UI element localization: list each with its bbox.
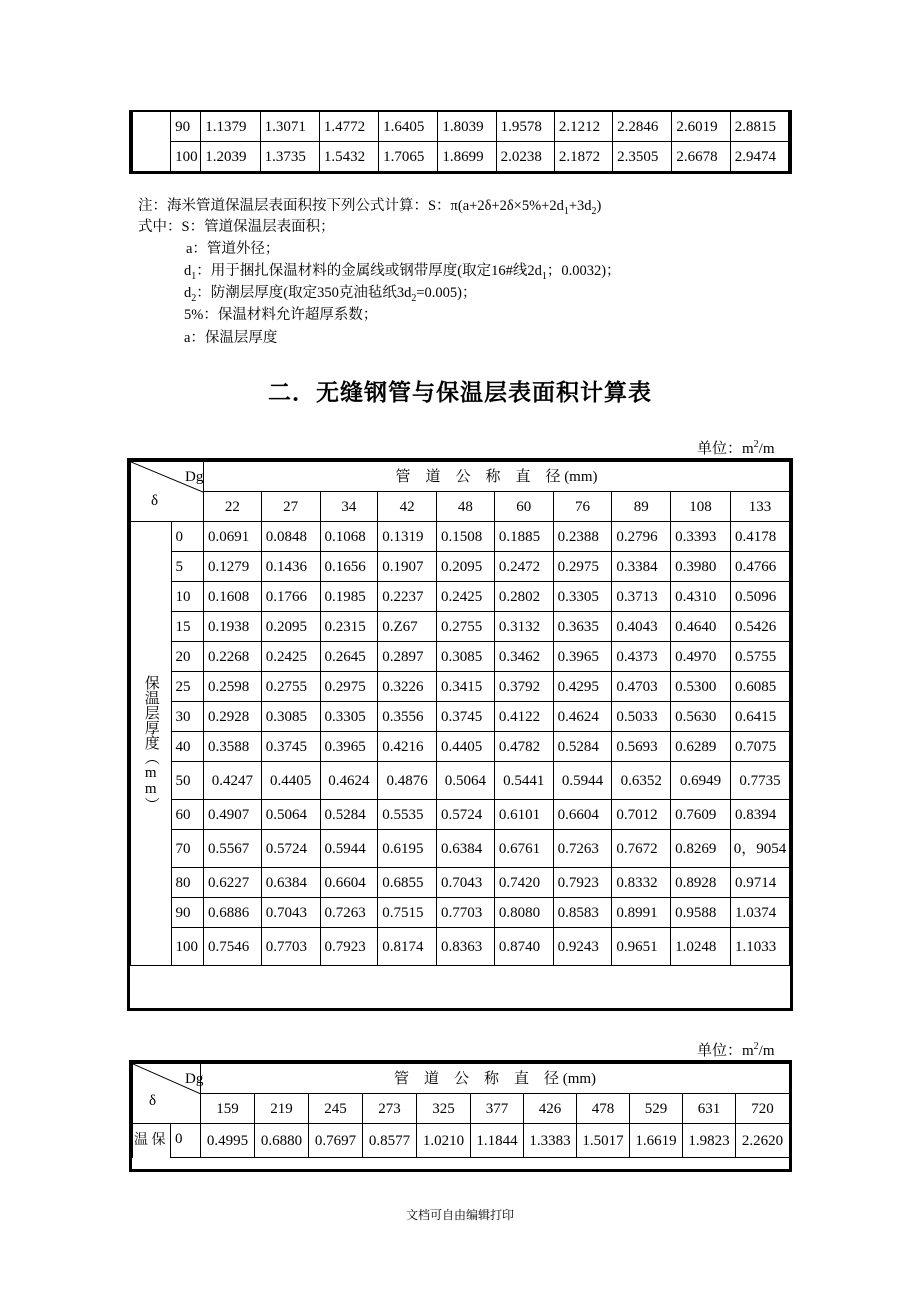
- value-cell: 1.5432: [319, 142, 378, 172]
- value-cell: 0.2928: [203, 702, 261, 732]
- value-cell: 1.8039: [438, 112, 496, 142]
- corner-dg-2: Dg: [185, 1071, 204, 1087]
- value-cell: 0，9054: [730, 830, 789, 868]
- value-cell: 0.7609: [671, 800, 731, 830]
- delta-cell: 90: [171, 112, 201, 142]
- value-cell: 0.8363: [437, 928, 495, 966]
- value-cell: 0.1766: [261, 582, 320, 612]
- note-5pct: 5%：保温材料允许超厚系数；: [184, 307, 378, 323]
- value-cell: 0.9651: [612, 928, 671, 966]
- value-cell: 0.3462: [494, 642, 553, 672]
- value-cell: 0.6415: [730, 702, 789, 732]
- value-cell: 0.6761: [494, 830, 553, 868]
- value-cell: 1.1844: [471, 1124, 524, 1158]
- value-cell: 0.6101: [494, 800, 553, 830]
- note-where: 式中：S：管道保温层表面积；: [138, 219, 335, 235]
- value-cell: 2.2846: [613, 112, 672, 142]
- value-cell: 0.4295: [553, 672, 612, 702]
- value-cell: 0.6195: [378, 830, 437, 868]
- value-cell: 0.1656: [320, 552, 378, 582]
- value-cell: 0.7043: [437, 868, 495, 898]
- value-cell: 0.7043: [261, 898, 320, 928]
- note-a: a：管道外径；: [186, 241, 280, 257]
- diameter-header: 159: [201, 1094, 255, 1124]
- value-cell: 0.5724: [261, 830, 320, 868]
- corner-cell-2: [133, 1064, 204, 1124]
- value-cell: 0.4876: [378, 762, 437, 800]
- diameter-header: 89: [612, 492, 671, 522]
- top-table-frame: [129, 110, 792, 174]
- value-cell: 0.7672: [612, 830, 671, 868]
- diameter-header: 529: [630, 1094, 683, 1124]
- value-cell: 0.4405: [437, 732, 495, 762]
- value-cell: 1.9578: [496, 112, 554, 142]
- delta-cell: 90: [171, 898, 203, 928]
- note-thickness: a：保温层厚度: [184, 330, 278, 346]
- value-cell: 0.5033: [612, 702, 671, 732]
- value-cell: 0.5064: [261, 800, 320, 830]
- value-cell: 0.5426: [730, 612, 789, 642]
- value-cell: 1.2039: [201, 142, 260, 172]
- value-cell: 0.7012: [612, 800, 671, 830]
- value-cell: 0.6604: [553, 800, 612, 830]
- value-cell: 0.2237: [378, 582, 437, 612]
- side-label: 保温层厚度（mm）: [142, 675, 159, 812]
- value-cell: 0.7923: [320, 928, 378, 966]
- value-cell: 0.3965: [320, 732, 378, 762]
- delta-cell: 15: [171, 612, 203, 642]
- second-table-frame: [129, 1060, 792, 1172]
- value-cell: 0.8928: [671, 868, 731, 898]
- value-cell: 0.6384: [437, 830, 495, 868]
- unit-label-2: 单位：$m^2/m$: [697, 1041, 775, 1059]
- value-cell: 0.3415: [437, 672, 495, 702]
- delta-cell: 5: [171, 552, 203, 582]
- value-cell: 0.7923: [553, 868, 612, 898]
- value-cell: 0.0848: [261, 522, 320, 552]
- table-row: [131, 928, 790, 966]
- value-cell: 0.7735: [730, 762, 789, 800]
- value-cell: 0.8577: [363, 1124, 417, 1158]
- table-row: [133, 1124, 790, 1158]
- delta-cell: 40: [171, 732, 203, 762]
- diameter-header: 60: [494, 492, 553, 522]
- value-cell: 2.0238: [496, 142, 554, 172]
- value-cell: 0.7546: [203, 928, 261, 966]
- corner-dg: Dg: [185, 469, 204, 485]
- side-label-cell: [133, 112, 171, 172]
- value-cell: 0.4907: [203, 800, 261, 830]
- value-cell: 0.1608: [203, 582, 261, 612]
- value-cell: 0.3635: [553, 612, 612, 642]
- delta-cell: 70: [171, 830, 203, 868]
- value-cell: 0.6949: [671, 762, 731, 800]
- value-cell: 0.2755: [261, 672, 320, 702]
- footer-text: 文档可自由编辑打印: [405, 1208, 514, 1222]
- diameter-header: 34: [320, 492, 378, 522]
- value-cell: 0.3588: [203, 732, 261, 762]
- diameter-header: 76: [553, 492, 612, 522]
- value-cell: 0.7263: [553, 830, 612, 868]
- diameter-header: 219: [255, 1094, 309, 1124]
- value-cell: 1.1033: [730, 928, 789, 966]
- diameter-header: 42: [378, 492, 437, 522]
- diameter-header: 478: [577, 1094, 630, 1124]
- value-cell: 0.7263: [320, 898, 378, 928]
- diameter-header: 108: [671, 492, 731, 522]
- value-cell: 2.9474: [730, 142, 788, 172]
- value-cell: 0.3745: [261, 732, 320, 762]
- table-row: [131, 800, 790, 830]
- value-cell: 0.2315: [320, 612, 378, 642]
- value-cell: 0.4178: [730, 522, 789, 552]
- value-cell: 0.7420: [494, 868, 553, 898]
- value-cell: 0.3980: [671, 552, 731, 582]
- value-cell: 0.3792: [494, 672, 553, 702]
- delta-cell: 60: [171, 800, 203, 830]
- value-cell: 0.4640: [671, 612, 731, 642]
- diameter-header: 27: [261, 492, 320, 522]
- value-cell: 0.4405: [261, 762, 320, 800]
- value-cell: 0.5944: [553, 762, 612, 800]
- unit-label: 单位：$m^2/m$: [697, 439, 775, 457]
- value-cell: 0.6880: [255, 1124, 309, 1158]
- value-cell: 0.5284: [553, 732, 612, 762]
- table-row: [133, 142, 789, 172]
- second-table: [132, 1063, 790, 1158]
- top-table: [132, 111, 789, 172]
- value-cell: 1.9823: [683, 1124, 736, 1158]
- value-cell: 0.4373: [612, 642, 671, 672]
- value-cell: 0.4624: [320, 762, 378, 800]
- value-cell: 0.3085: [261, 702, 320, 732]
- value-cell: 2.8815: [730, 112, 788, 142]
- value-cell: 0.2268: [203, 642, 261, 672]
- value-cell: 0.7075: [730, 732, 789, 762]
- corner-delta: δ: [151, 493, 159, 509]
- value-cell: 0.1885: [494, 522, 553, 552]
- value-cell: 0.5693: [612, 732, 671, 762]
- value-cell: 0.6352: [612, 762, 671, 800]
- value-cell: 0.4043: [612, 612, 671, 642]
- value-cell: 0.4995: [201, 1124, 255, 1158]
- table-row: [131, 762, 790, 800]
- corner-cell: [131, 462, 204, 522]
- diameter-header: 377: [471, 1094, 524, 1124]
- note-d1: $d_1$：用于捆扎保温材料的金属线或钢带厚度(取定16#线$2d_1$；0.0032)；: [184, 263, 621, 282]
- delta-cell: 80: [171, 868, 203, 898]
- table-row: [131, 642, 790, 672]
- value-cell: 0.3305: [553, 582, 612, 612]
- value-cell: 0.8080: [494, 898, 553, 928]
- value-cell: 0.8332: [612, 868, 671, 898]
- value-cell: 0.5064: [437, 762, 495, 800]
- value-cell: 0.5535: [378, 800, 437, 830]
- value-cell: 0.2897: [378, 642, 437, 672]
- value-cell: 0.6085: [730, 672, 789, 702]
- diameter-header: 273: [363, 1094, 417, 1124]
- value-cell: 0.2802: [494, 582, 553, 612]
- value-cell: 2.6678: [672, 142, 730, 172]
- delta-cell: 100: [171, 142, 201, 172]
- value-cell: 1.0374: [730, 898, 789, 928]
- value-cell: 0.8583: [553, 898, 612, 928]
- delta-cell: 30: [171, 702, 203, 732]
- value-cell: 0.1279: [203, 552, 261, 582]
- value-cell: 1.0248: [671, 928, 731, 966]
- value-cell: 0.1068: [320, 522, 378, 552]
- main-table: [130, 461, 790, 966]
- table-row: [131, 702, 790, 732]
- value-cell: 1.8699: [438, 142, 496, 172]
- table-row: [131, 898, 790, 928]
- diameter-header: 631: [683, 1094, 736, 1124]
- side-label-cell: [131, 522, 172, 966]
- value-cell: 0.1907: [378, 552, 437, 582]
- value-cell: 0.6886: [203, 898, 261, 928]
- value-cell: 1.6405: [379, 112, 438, 142]
- value-cell: 0.7697: [309, 1124, 363, 1158]
- value-cell: 0.7703: [437, 898, 495, 928]
- value-cell: 0.4970: [671, 642, 731, 672]
- value-cell: 0.2425: [261, 642, 320, 672]
- value-cell: 0.8174: [378, 928, 437, 966]
- value-cell: 0.1319: [378, 522, 437, 552]
- value-cell: 0.2095: [437, 552, 495, 582]
- value-cell: 0.5567: [203, 830, 261, 868]
- value-cell: 0.8269: [671, 830, 731, 868]
- value-cell: 0.6384: [261, 868, 320, 898]
- value-cell: 0.3132: [494, 612, 553, 642]
- diameter-header: 22: [203, 492, 261, 522]
- section-title: 二．无缝钢管与保温层表面积计算表: [268, 380, 652, 406]
- value-cell: 0.4310: [671, 582, 731, 612]
- diameter-header: 245: [309, 1094, 363, 1124]
- value-cell: 0.2388: [553, 522, 612, 552]
- table-row: [131, 582, 790, 612]
- value-cell: 1.0210: [417, 1124, 471, 1158]
- diameter-header: 48: [437, 492, 495, 522]
- value-cell: 0.4624: [553, 702, 612, 732]
- table-row: [131, 522, 790, 552]
- value-cell: 0.3393: [671, 522, 731, 552]
- value-cell: 0.8991: [612, 898, 671, 928]
- note-d2: $d_2$：防潮层厚度(取定350克油毡纸$3d_2=0.005$)；: [184, 285, 477, 304]
- value-cell: 2.6019: [672, 112, 730, 142]
- value-cell: 1.7065: [379, 142, 438, 172]
- main-table-frame: [127, 458, 793, 1011]
- value-cell: 0.3384: [612, 552, 671, 582]
- value-cell: 0.2975: [553, 552, 612, 582]
- delta-cell: 25: [171, 672, 203, 702]
- delta-cell: 20: [171, 642, 203, 672]
- value-cell: 2.2620: [736, 1124, 790, 1158]
- value-cell: 1.1379: [201, 112, 260, 142]
- value-cell: 0.3226: [378, 672, 437, 702]
- value-cell: 0.2975: [320, 672, 378, 702]
- value-cell: 0.5630: [671, 702, 731, 732]
- value-cell: 0.1436: [261, 552, 320, 582]
- value-cell: 0.3965: [553, 642, 612, 672]
- table-row: [131, 732, 790, 762]
- value-cell: 0.5096: [730, 582, 789, 612]
- value-cell: 0.8740: [494, 928, 553, 966]
- value-cell: 0.4216: [378, 732, 437, 762]
- value-cell: 0.4247: [203, 762, 261, 800]
- value-cell: 1.6619: [630, 1124, 683, 1158]
- value-cell: 1.3383: [524, 1124, 577, 1158]
- delta-cell: 100: [171, 928, 203, 966]
- value-cell: 0.6604: [320, 868, 378, 898]
- value-cell: 0.7515: [378, 898, 437, 928]
- value-cell: 0.5724: [437, 800, 495, 830]
- note-formula: 注：海米管道保温层表面积按下列公式计算：S：$\pi(a+2\delta+2\delta\times 5\%+2d_1+3d_2)$: [138, 198, 602, 217]
- table-row: [131, 552, 790, 582]
- table-row: [133, 112, 789, 142]
- value-cell: 0.4782: [494, 732, 553, 762]
- diameter-header: 426: [524, 1094, 577, 1124]
- delta-cell: 10: [171, 582, 203, 612]
- value-cell: 1.4772: [319, 112, 378, 142]
- value-cell: 0.8394: [730, 800, 789, 830]
- value-cell: 0.6289: [671, 732, 731, 762]
- diameter-header: 133: [730, 492, 789, 522]
- value-cell: 0.5300: [671, 672, 731, 702]
- value-cell: 0.2796: [612, 522, 671, 552]
- delta-cell: 50: [171, 762, 203, 800]
- table-row: [131, 612, 790, 642]
- value-cell: 0.3713: [612, 582, 671, 612]
- corner-delta-2: δ: [149, 1093, 157, 1109]
- value-cell: 0.2472: [494, 552, 553, 582]
- value-cell: 0.2095: [261, 612, 320, 642]
- value-cell: 0.3556: [378, 702, 437, 732]
- header-title: 管 道 公 称 直 径 (mm): [203, 462, 789, 492]
- value-cell: 0.1938: [203, 612, 261, 642]
- value-cell: 0.4122: [494, 702, 553, 732]
- value-cell: 0.4703: [612, 672, 671, 702]
- header-title-2: 管 道 公 称 直 径 (mm): [201, 1064, 790, 1094]
- value-cell: 0.4766: [730, 552, 789, 582]
- diameter-header: 720: [736, 1094, 790, 1124]
- value-cell: 1.3735: [260, 142, 319, 172]
- value-cell: 0.2755: [437, 612, 495, 642]
- value-cell: 0.1508: [437, 522, 495, 552]
- value-cell: 2.3505: [613, 142, 672, 172]
- value-cell: 0.3085: [437, 642, 495, 672]
- side-label-cell: 温 保: [133, 1124, 171, 1158]
- value-cell: 0.5755: [730, 642, 789, 672]
- value-cell: 0.1985: [320, 582, 378, 612]
- value-cell: 0.5284: [320, 800, 378, 830]
- delta-cell: 0: [171, 1124, 201, 1158]
- value-cell: 0.9243: [553, 928, 612, 966]
- value-cell: 0.7703: [261, 928, 320, 966]
- value-cell: 0.5944: [320, 830, 378, 868]
- table-row: [131, 830, 790, 868]
- value-cell: 0.9714: [730, 868, 789, 898]
- value-cell: 0.2425: [437, 582, 495, 612]
- value-cell: 0.3745: [437, 702, 495, 732]
- delta-cell: 0: [171, 522, 203, 552]
- value-cell: 1.3071: [260, 112, 319, 142]
- value-cell: 0.0691: [203, 522, 261, 552]
- value-cell: 0.6855: [378, 868, 437, 898]
- table-row: [131, 868, 790, 898]
- value-cell: 2.1212: [554, 112, 612, 142]
- value-cell: 0.3305: [320, 702, 378, 732]
- value-cell: 0.6227: [203, 868, 261, 898]
- value-cell: 0.2598: [203, 672, 261, 702]
- table-row: [131, 672, 790, 702]
- value-cell: 2.1872: [554, 142, 612, 172]
- value-cell: 0.9588: [671, 898, 731, 928]
- value-cell: 0.5441: [494, 762, 553, 800]
- value-cell: 0.2645: [320, 642, 378, 672]
- value-cell: 0.Z67: [378, 612, 437, 642]
- value-cell: 1.5017: [577, 1124, 630, 1158]
- diameter-header: 325: [417, 1094, 471, 1124]
